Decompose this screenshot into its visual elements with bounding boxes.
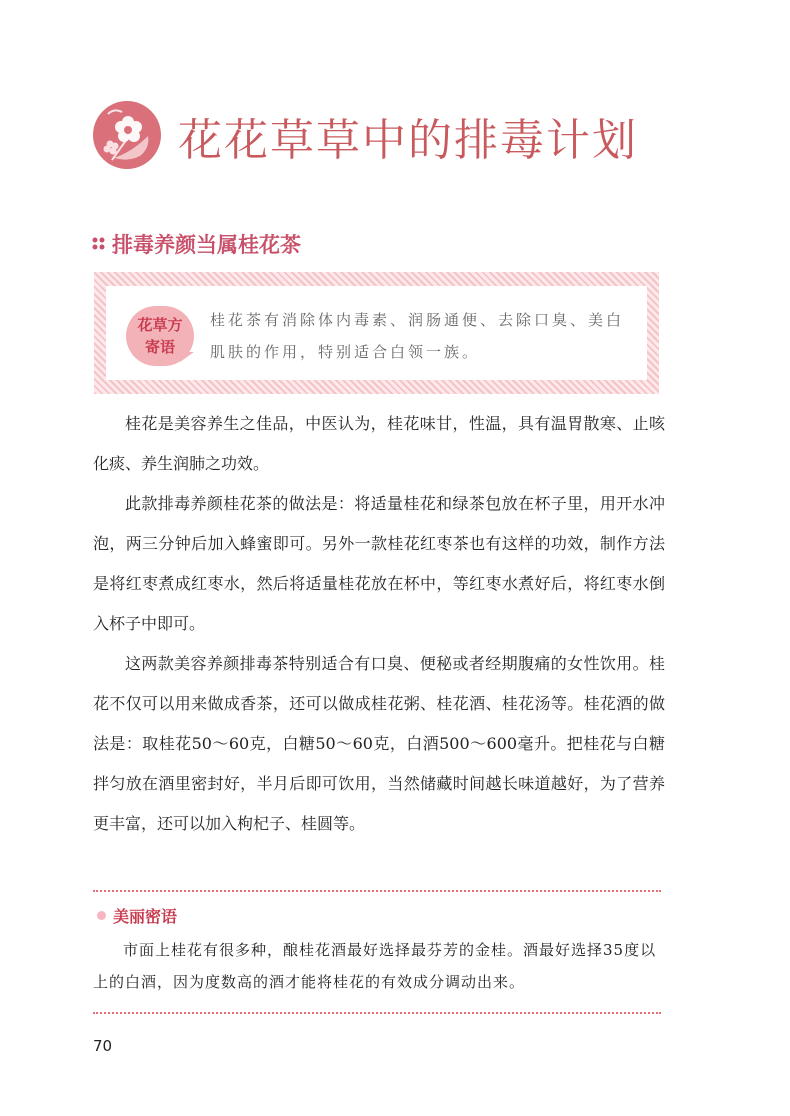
beauty-secret-box — [93, 890, 661, 1014]
tip-box-inner — [106, 286, 647, 380]
page-number: 70 — [93, 1037, 113, 1055]
tip-text: 桂花茶有消除体内毒素、润肠通便、去除口臭、美白肌肤的作用，特别适合白领一族。 — [210, 311, 625, 361]
body-paragraph-3: 这两款美容养颜排毒茶特别适合有口臭、便秘或者经期腹痛的女性饮用。桂花不仅可以用来做成香茶，还可以做成桂花粥、桂花酒、桂花汤等。桂花酒的做法是：取桂花50～60克，白糖50～60克，白酒500～600毫升。把桂花与白糖拌匀放在酒里密封好，半月后即可饮用，当然储藏时间越长味道越好，为了营养更丰富，还可以加入枸杞子、桂圆等。 — [93, 654, 665, 833]
tip-badge-line2: 寄语 — [144, 338, 175, 356]
body-paragraph-1: 桂花是美容养生之佳品，中医认为，桂花味甘，性温，具有温胃散寒、止咳化痰、养生润肺之功效。 — [93, 414, 665, 473]
chapter-title: 花花草草中的排毒计划 — [178, 115, 638, 166]
speech-tail-icon — [180, 352, 194, 362]
section-title: 排毒养颜当属桂花茶 — [112, 233, 301, 257]
tip-badge-line1: 花草方 — [137, 316, 183, 334]
cherry-blossom-icon — [92, 100, 162, 170]
body-paragraph-2: 此款排毒养颜桂花茶的做法是：将适量桂花和绿茶包放在杯子里，用开水冲泡，两三分钟后加入蜂蜜即可。另外一款桂花红枣茶也有这样的功效，制作方法是将红枣煮成红枣水，然后将适量桂花放在杯中，等红枣水煮好后，将红枣水倒入杯子中即可。 — [93, 494, 665, 633]
dots-bullet-icon — [92, 236, 106, 250]
bullet-dot-icon — [97, 911, 106, 920]
secret-text: 市面上桂花有很多种，酿桂花酒最好选择最芬芳的金桂。酒最好选择35度以上的白酒，因为度数高的酒才能将桂花的有效成分调动出来。 — [93, 941, 657, 991]
tip-box — [94, 272, 659, 394]
secret-title: 美丽密语 — [113, 907, 178, 926]
body-text — [93, 404, 665, 844]
